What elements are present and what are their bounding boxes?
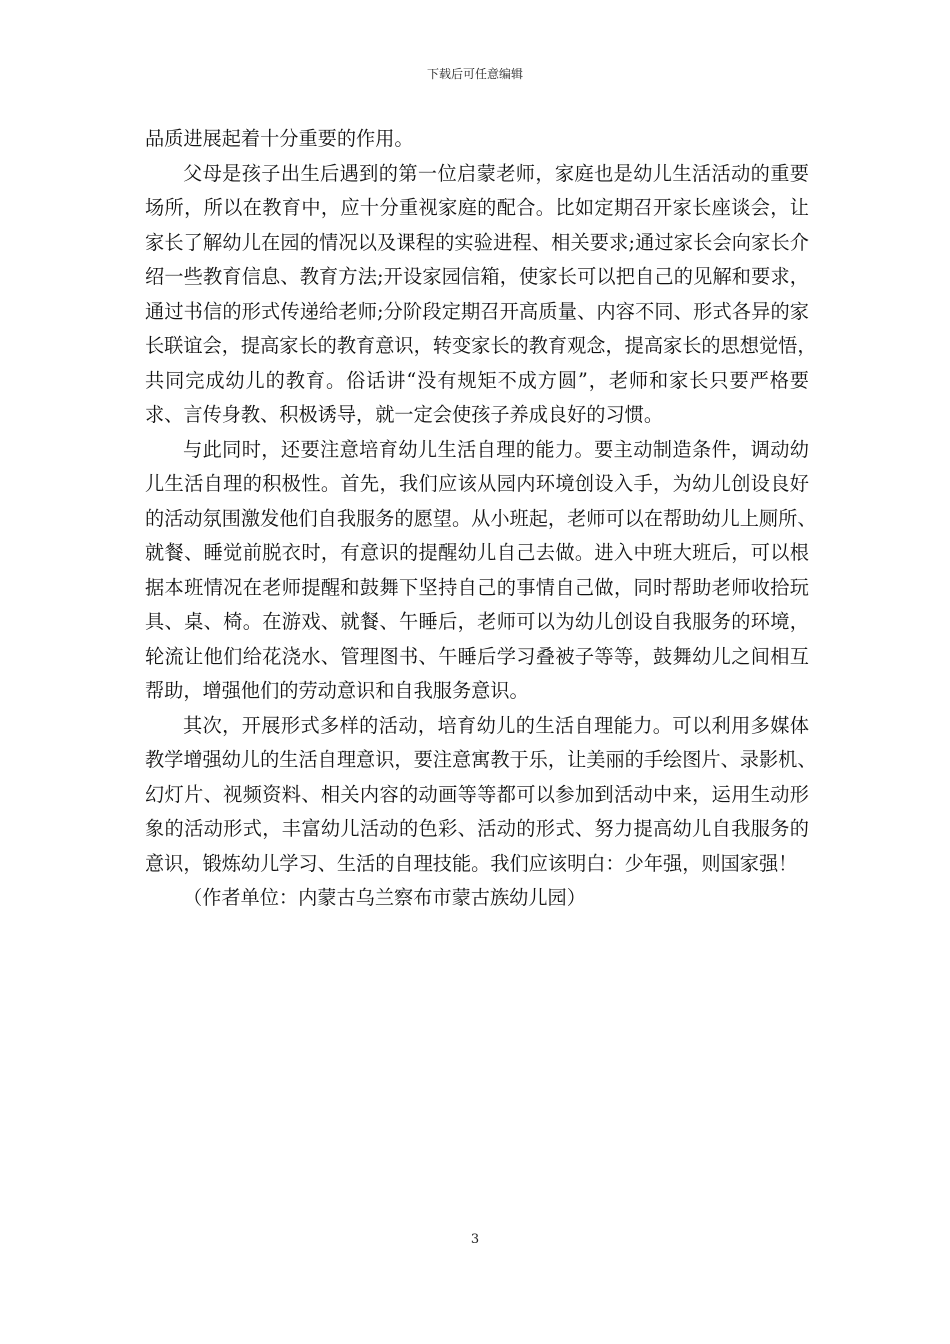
paragraph-line: 象的活动形式，丰富幼儿活动的色彩、活动的形式、努力提高幼儿自我服务的 bbox=[145, 817, 809, 840]
paragraph-line: 据本班情况在老师提醒和鼓舞下坚持自己的事情自己做，同时帮助老师收拾玩 bbox=[145, 575, 809, 599]
paragraph-line: 品质进展起着十分重要的作用。 bbox=[145, 127, 414, 150]
author-affiliation: （作者单位：内蒙古乌兰察布市蒙古族幼儿园） bbox=[183, 886, 586, 909]
page-header: 下载后可任意编辑 bbox=[426, 67, 523, 81]
paragraph-line: 教学增强幼儿的生活自理意识，要注意寓教于乐，让美丽的手绘图片、录影机、 bbox=[145, 748, 817, 771]
paragraph-line: 场所，所以在教育中，应十分重视家庭的配合。比如定期召开家长座谈会，让 bbox=[145, 196, 809, 219]
paragraph-line: 绍一些教育信息、教育方法;开设家园信箱，使家长可以把自己的见解和要求， bbox=[145, 265, 809, 288]
paragraph-line: 共同完成幼儿的教育。俗话讲“没有规矩不成方圆”，老师和家长只要严格要 bbox=[145, 368, 809, 392]
paragraph-line: 的活动氛围激发他们自我服务的愿望。从小班起，老师可以在帮助幼儿上厕所、 bbox=[145, 506, 817, 530]
paragraph-line: 父母是孩子出生后遇到的第一位启蒙老师，家庭也是幼儿生活活动的重要 bbox=[183, 161, 809, 185]
paragraph-line: 就餐、睡觉前脱衣时，有意识的提醒幼儿自己去做。进入中班大班后，可以根 bbox=[145, 541, 809, 564]
paragraph-line: 意识，锻炼幼儿学习、生活的自理技能。我们应该明白：少年强，则国家强！ bbox=[145, 851, 798, 875]
paragraph-line: 与此同时，还要注意培育幼儿生活自理的能力。要主动制造条件，调动幼 bbox=[183, 437, 809, 461]
paragraph-line: 儿生活自理的积极性。首先，我们应该从园内环境创设入手，为幼儿创设良好 bbox=[145, 472, 809, 495]
paragraph-line: 轮流让他们给花浇水、管理图书、午睡后学习叠被子等等，鼓舞幼儿之间相互 bbox=[145, 644, 809, 668]
paragraph-line: 其次，开展形式多样的活动，培育幼儿的生活自理能力。可以利用多媒体 bbox=[183, 713, 809, 737]
paragraph-line: 帮助，增强他们的劳动意识和自我服务意识。 bbox=[145, 679, 529, 702]
page-number: 3 bbox=[470, 1232, 480, 1247]
document-body bbox=[145, 122, 817, 916]
paragraph-line: 通过书信的形式传递给老师;分阶段定期召开高质量、内容不同、形式各异的家 bbox=[145, 299, 809, 323]
paragraph-line: 幻灯片、视频资料、相关内容的动画等等都可以参加到活动中来，运用生动形 bbox=[145, 782, 809, 806]
paragraph-line: 求、言传身教、积极诱导，就一定会使孩子养成良好的习惯。 bbox=[145, 403, 664, 426]
paragraph-line: 长联谊会，提高家长的教育意识，转变家长的教育观念，提高家长的思想觉悟， bbox=[145, 334, 817, 357]
paragraph-line: 家长了解幼儿在园的情况以及课程的实验进程、相关要求;通过家长会向家长介 bbox=[145, 230, 809, 254]
paragraph-line: 具、桌、椅。在游戏、就餐、午睡后，老师可以为幼儿创设自我服务的环境， bbox=[145, 610, 809, 633]
